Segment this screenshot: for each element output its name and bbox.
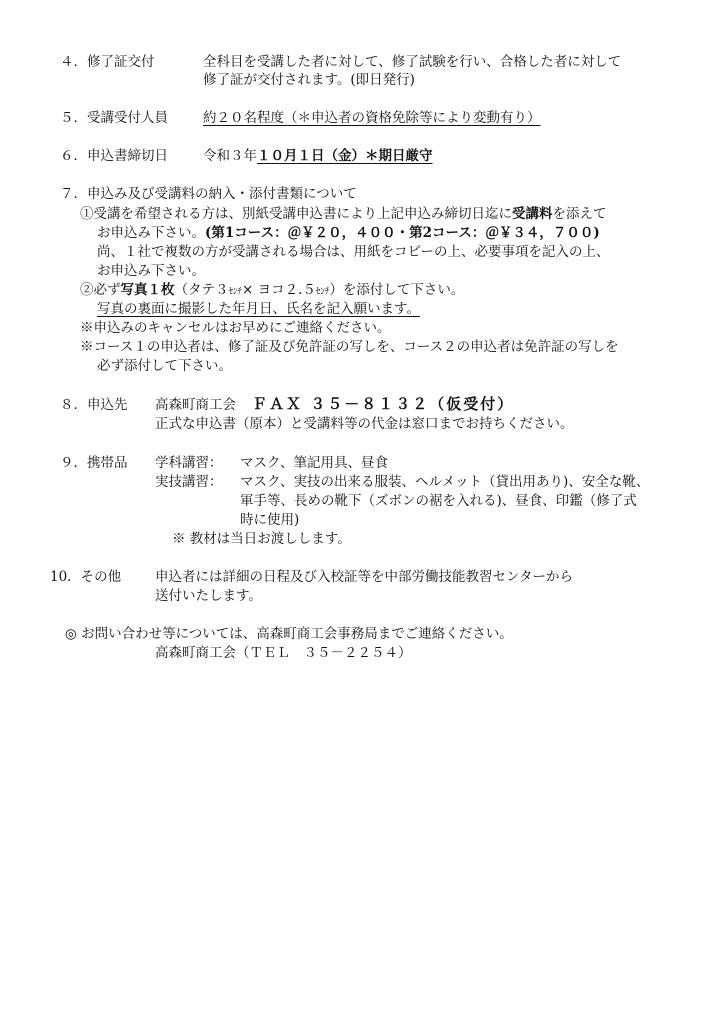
academic-items: マスク、筆記用具、昼食 [240, 455, 388, 471]
section-7-item2-line1 [80, 281, 464, 301]
item2-text-c: （タテ３ [174, 282, 229, 298]
item1-text-a: ①受講を希望される方は、別紙受講申込書により上記申込み締切日迄に [80, 206, 512, 222]
item1-apply-text: お申込み下さい。 [97, 225, 205, 241]
section-10-line1: 申込者には詳細の日程及び入校証等を中部労働技能教習センターから [155, 569, 573, 585]
section-5-label: ５．受講受付人員 [60, 110, 168, 126]
section-8-fax: ＦＡＸ ３５－８１３２（仮受付） [252, 395, 515, 413]
section-6-deadline [203, 147, 433, 165]
practical-items-line3: 時に使用) [240, 512, 300, 528]
section-9-label: ９．携帯品 [60, 455, 128, 471]
practical-items-line2: 軍手等、長めの靴下（ズボンの裾を入れる)、昼食、印鑑（修了式 [240, 493, 637, 509]
unit-cm-1: ｾﾝﾁ [228, 287, 243, 297]
practical-items-line1: マスク、実技の出来る服装、ヘルメット（貸出用あり)、安全な靴、 [240, 474, 650, 490]
deadline-prefix: 令和３年 [203, 148, 257, 164]
course-fees: (第1コース：＠￥２０，４００・第2コース：＠￥３４，７００) [205, 225, 600, 241]
section-7-note-cancel: ※申込みのキャンセルはお早めにご連絡ください。 [80, 320, 391, 336]
item2-text-e: ）を添付して下さい。 [329, 282, 465, 298]
practical-label: 実技講習： [155, 474, 223, 490]
section-8-org: 高森町商工会 [155, 397, 236, 413]
section-7-item2-line2: 写真の裏面に撮影した年月日、氏名を記入願います。 [97, 301, 420, 317]
photo-emphasis: 写真１枚 [120, 282, 175, 298]
item2-text-d: × ヨコ２.５ [242, 282, 316, 298]
item1-fee-emphasis: 受講料 [512, 206, 553, 222]
section-8-label: ８．申込先 [60, 397, 128, 413]
section-5-text: 約２０名程度（＊申込者の資格免除等により変動有り） [203, 110, 541, 126]
section-4-text-line1: 全科目を受講した者に対して、修了試験を行い、合格した者に対して [203, 54, 622, 70]
section-7-note-course-line2: 必ず添付して下さい。 [97, 358, 232, 374]
section-7-note-course-line1: ※コース１の申込者は、修了証及び免許証の写しを、コース２の申込者は免許証の写しを [80, 339, 619, 355]
section-7-title: ７．申込み及び受講料の納入・添付書類について [60, 186, 357, 202]
unit-cm-2: ｾﾝﾁ [315, 287, 330, 297]
section-10-line2: 送付いたします。 [155, 588, 262, 604]
materials-note: ※ 教材は当日お渡しします。 [172, 531, 351, 547]
contact-line2: 高森町商工会（ＴＥＬ ３５－２２５４） [155, 645, 412, 661]
item2-text-a: ②必ず [80, 282, 121, 298]
section-7-item1-line3: 尚、１社で複数の方が受講される場合は、用紙をコピーの上、必要事項を記入の上、 [97, 244, 610, 260]
section-7-item1-line1 [80, 205, 607, 223]
academic-label: 学科講習： [155, 455, 223, 471]
section-4-label: ４．修了証交付 [60, 54, 155, 70]
contact-line1: ◎ お問い合わせ等については、高森町商工会事務局までご連絡ください。 [65, 626, 513, 642]
section-4-text-line2: 修了証が交付されます。(即日発行) [203, 72, 415, 88]
section-7-item1-line2 [97, 224, 600, 242]
section-6-label: ６．申込書締切日 [60, 148, 168, 164]
section-7-item1-line4: お申込み下さい。 [97, 263, 205, 279]
item1-text-c: を添えて [552, 206, 607, 222]
deadline-date: １０月１日（金）＊期日厳守 [257, 148, 433, 164]
section-10-label: 10．その他 [50, 569, 122, 585]
section-8-line2: 正式な申込書（原本）と受講料等の代金は窓口までお持ちください。 [155, 416, 574, 432]
